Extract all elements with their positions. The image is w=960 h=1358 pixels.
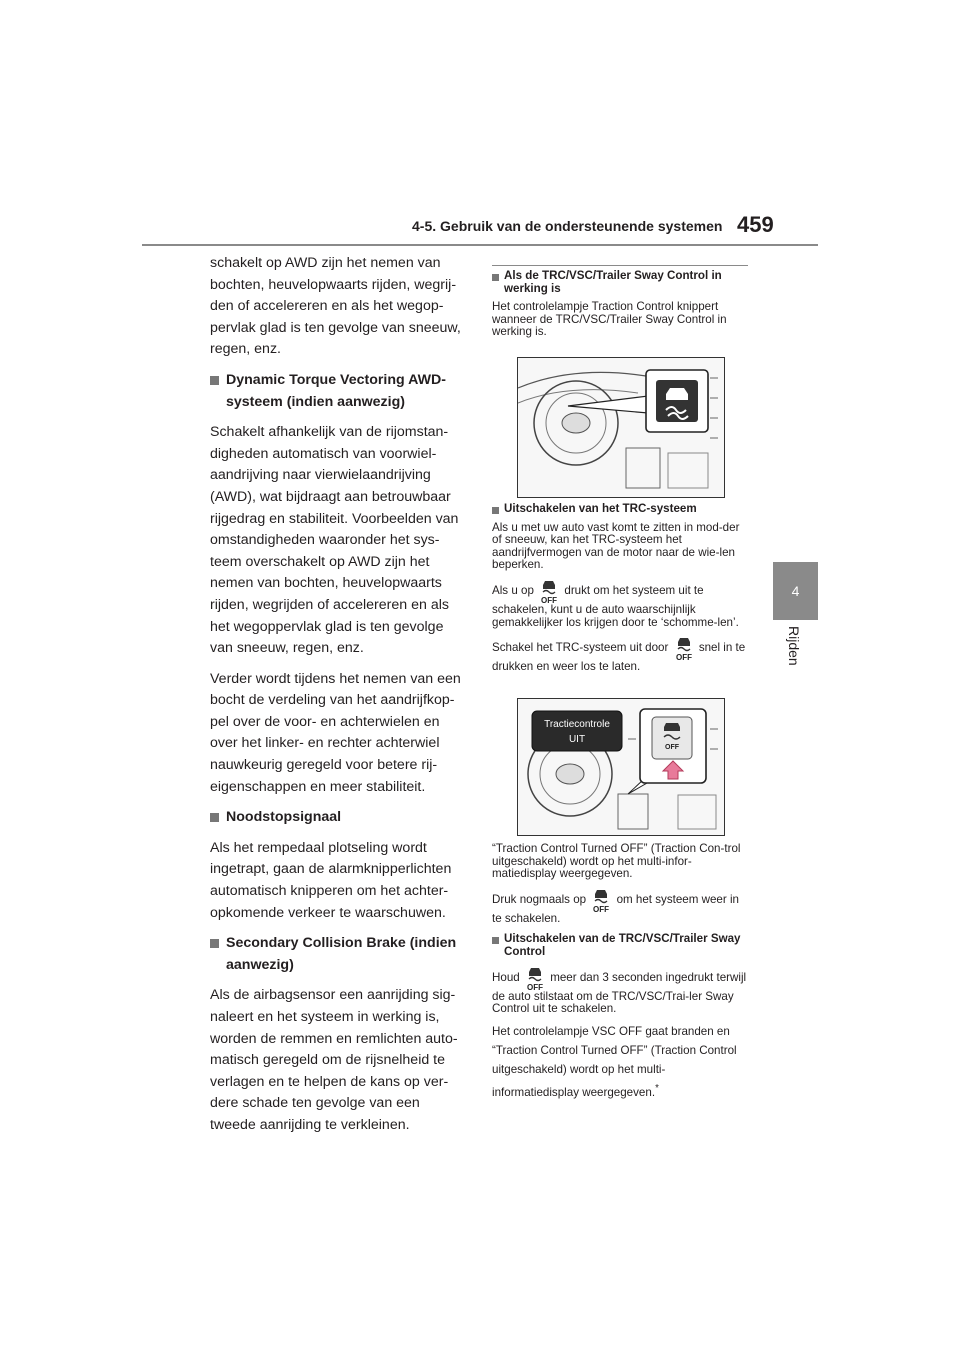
svg-text:OFF: OFF bbox=[526, 982, 543, 991]
chapter-label: Rijden bbox=[786, 626, 802, 666]
left-column bbox=[210, 253, 468, 1146]
vsc-off-icon bbox=[523, 965, 547, 991]
trc-active-paragraph: Het controlelampje Traction Control knippert wanneer de TRC/VSC/Trailer Sway Control in werking is. bbox=[492, 300, 727, 339]
mid-display-panel bbox=[532, 711, 622, 751]
trc-reenable-paragraph: Druk nogmaals op OFF om het systeem weer in te schakelen. bbox=[492, 887, 748, 926]
scb-paragraph: Als de airbagsensor een aanrijding sig-naleert en het systeem in werking is, worden de remmen en remlichten auto-matisch geregeld om de rijsnelheid te verlagen en te helpen de kans op ver-dere schade ten gevolge van een tweede aanrijding te verkleinen. bbox=[210, 987, 458, 1133]
section-title: 4-5. Gebruik van de ondersteunende systemen bbox=[412, 218, 723, 234]
dashboard-illustration bbox=[518, 699, 724, 835]
display-message-line1: Tractiecontrole bbox=[544, 719, 610, 730]
trc-off-quick-press: Schakel het TRC-systeem uit door OFF snel in te drukken en weer los te laten. bbox=[492, 635, 748, 674]
trc-active-block bbox=[492, 270, 748, 339]
trc-off-heading: Uitschakelen van het TRC-systeem bbox=[492, 503, 748, 516]
trc-active-heading: Als de TRC/VSC/Trailer Sway Control in werking is bbox=[492, 270, 748, 295]
display-message-paragraph: “Traction Control Turned OFF” (Traction Con-trol uitgeschakeld) wordt op het multi-infor-matiedisplay weergegeven. bbox=[492, 842, 741, 881]
ess-paragraph: Als het rempedaal plotseling wordt ingetrapt, gaan de alarmknipperlichten automatisch knipperen om het achter-opkomende verkeer te waarschuwen. bbox=[210, 839, 452, 921]
bullet-square-icon bbox=[492, 937, 499, 944]
bullet-square-icon bbox=[492, 507, 499, 514]
chapter-tab: 4 bbox=[773, 562, 818, 620]
page-number: 459 bbox=[737, 212, 774, 237]
header-rule bbox=[142, 244, 818, 246]
column-rule bbox=[492, 265, 748, 266]
svg-text:OFF: OFF bbox=[541, 595, 558, 604]
vsc-off-instruction: Houd OFF meer dan 3 seconden ingedrukt terwijl de auto stilstaat om de TRC/VSC/Trai-ler Sway Control uit te schakelen. bbox=[492, 965, 748, 1016]
intro-paragraph: schakelt op AWD zijn het nemen van bochten, heuvelopwaarts rijden, wegrij-den of accelereren en als het wegop-pervlak glad is ten gevolge van sneeuw, regen, enz. bbox=[210, 255, 461, 358]
vsc-off-icon bbox=[537, 578, 561, 604]
trc-off-paragraph: Als u met uw auto vast komt te zitten in mod-der of sneeuw, kan het TRC-systeem het aandrijfvermogen van de motor naar de wie-len beperken. bbox=[492, 520, 740, 572]
vsc-off-icon bbox=[589, 887, 613, 913]
ess-heading: Noodstopsignaal bbox=[210, 807, 468, 829]
bullet-square-icon bbox=[210, 813, 219, 822]
dtv-paragraph-1: Schakelt afhankelijk van de rijomstan-digheden automatisch van voorwiel-aandrijving naar vierwielaandrijving (AWD), wat bijdraagt aan betrouwbaar rijgedrag en stabiliteit. Voorbeelden van omstandigheden waaronder het sys-teem overschakelt op AWD zijn het nemen van bochten, heuvelopwaarts rijden, wegrijden of accelereren en als het wegoppervlak glad is ten gevolge van sneeuw, regen, enz. bbox=[210, 424, 459, 657]
traction-indicator-figure bbox=[517, 357, 725, 498]
svg-text:OFF: OFF bbox=[665, 744, 679, 751]
trc-reenable-block bbox=[492, 843, 748, 1102]
dtv-paragraph-2: Verder wordt tijdens het nemen van een bocht de verdeling van het aandrijfkop-pel over de voor- en achterwielen en over het linker- en rechter achterwiel nauwkeurig geregeld voor betere rij-eigenschappen en meer stabiliteit. bbox=[210, 670, 461, 795]
vsc-off-indicator-paragraph: Het controlelampje VSC OFF gaat branden en “Traction Control Turned OFF” (Traction Control uitgeschakeld) wordt op het multi-informatiedisplay weergegeven.* bbox=[492, 1024, 737, 1099]
dashboard-illustration bbox=[518, 358, 724, 497]
trc-off-display-figure bbox=[517, 698, 725, 836]
svg-text:OFF: OFF bbox=[593, 904, 610, 913]
vsc-off-icon bbox=[672, 635, 696, 661]
vsc-off-heading: Uitschakelen van de TRC/VSC/Trailer Sway Control bbox=[492, 933, 748, 958]
bullet-square-icon bbox=[210, 939, 219, 948]
display-message-line2: UIT bbox=[568, 734, 586, 745]
svg-text:OFF: OFF bbox=[675, 653, 692, 662]
scb-heading: Secondary Collision Brake (indien aanwezig) bbox=[210, 933, 468, 976]
trc-off-block bbox=[492, 503, 748, 674]
dtv-heading: Dynamic Torque Vectoring AWD-systeem (indien aanwezig) bbox=[210, 370, 468, 413]
bullet-square-icon bbox=[210, 376, 219, 385]
bullet-square-icon bbox=[492, 274, 499, 281]
footnote-mark: * bbox=[655, 1082, 659, 1094]
trc-off-instruction: Als u op OFF drukt om het systeem uit te schakelen, kunt u de auto waarschijnlijk gemakkelijker los krijgen door te ‘schomme-len’. bbox=[492, 578, 748, 629]
